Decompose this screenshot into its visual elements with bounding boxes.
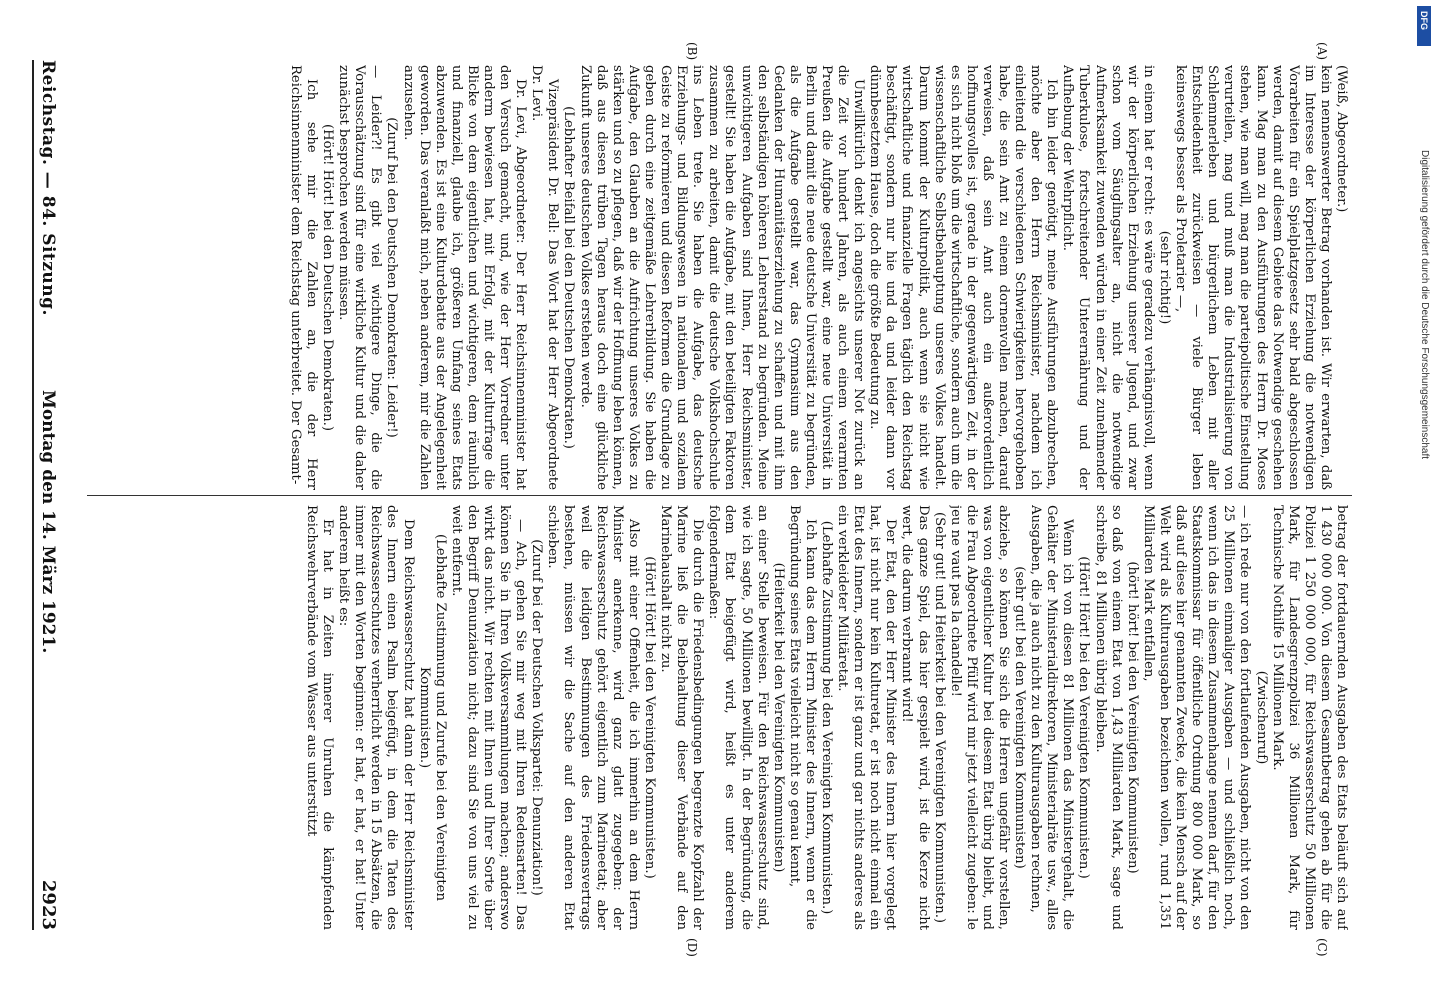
- interjection: (Zuruf bei der Deutschen Volkspartei: Denunziation!): [529, 539, 545, 896]
- paragraph: Wenn ich von diesen 81 Millionen das Ministergehalt, die Gehälter der Ministerialdirektoren, Ministerialräte usw., alles Ausgaben, die ja auch nicht zu den Kulturausgaben rechnen,: [1028, 505, 1076, 930]
- paragraph: — ich rede nur von den fortlaufenden Ausgaben, nicht von den 25 Millionen einmaliger Ausgaben — und schließlich noch, wenn ich das in diesem Zusammenhange nennen darf, für den Staatskommissar für öffentliche Ordnung 800 000 Mark, so daß auf diese hier genannten Zwecke, die kein Mensch auf der Welt wird als Kulturausgaben bezeichnen wollen, rund 1,351 Milliarden Mark entfallen,: [1140, 505, 1253, 930]
- interjection: (Sehr gut! und Heiterkeit bei den Vereinigten Kommunisten.): [931, 511, 947, 924]
- dfg-logo-text: DFG: [1419, 11, 1429, 30]
- page-number: 2923: [38, 879, 59, 930]
- paragraph: Ich sehe mir die Zahlen an, die der Herr Reichsinnenminister dem Reichstag unterbreitet. Der Gesamt-: [287, 65, 319, 490]
- quotation: Die durch die Friedensbedingungen begrenzte Kopfzahl der Marine ließ die Beibehaltung dieser Verbände auf den Marinehaushalt nicht zu.: [658, 505, 706, 930]
- paragraph: betrag der fortdauernden Ausgaben des Etats beläuft sich auf 1 430 000 000. Von diesem Gesamtbetrag gehen ab für die Polizei 1 250 000 000, für Reichswasserschutz 50 Millionen Mark, für Landesgrenzpolizei 36 Millionen Mark, für Technische Nothilfe 15 Millionen Mark.: [1269, 505, 1349, 930]
- page-header: [32, 60, 74, 930]
- interjection: (Lebhafte Zustimmung bei den Vereinigten Kommunisten.): [819, 520, 834, 915]
- paragraph: in einem hat er recht: es wäre geradezu verhängnisvoll, wenn wir der körperlichen Erziehung unserer Jugend, und zwar schon vom Säuglingsalter an, nicht die notwendige Aufmerksamkeit zuwenden würden in einer Zeit zunehmender Tuberkulose, fortschreitender Unterernährung und der Aufhebung der Wehrpflicht.: [1060, 65, 1156, 490]
- margin-letter-d: (D): [685, 938, 699, 957]
- paragraph: Ich bin leider genötigt, meine Ausführungen abzubrechen, möchte aber den Herrn Reichsminister, nachdem ich einleitend die verschiedenen Schwierigkeiten hervorgehoben habe, die sein Amt zu einem dornenvollen machen, darauf verweisen, daß sein Amt auch ein außerordentlich hoffnungsvolles ist, gerade in der gegenwärtigen Zeit, in der es sich nicht bloß um die wirtschaftliche, sondern auch um die wissenschaftliche Selbstbehauptung unseres Volkes handelt. Darum kommt der Kulturpolitik, auch wenn sie nicht wie wirtschaftliche und finanzielle Fragen täglich den Reichstag beschäftigt, sondern nur hie und da und leider dann vor dünnbesetztem Hause, doch die größte Bedeutung zu.: [867, 65, 1060, 490]
- right-text-column: [89, 505, 1349, 930]
- paragraph: Vizepräsident Dr. Bell: Das Wort hat der Herr Abgeordnete Dr. Levi.: [529, 65, 561, 490]
- header-date: Montag den 14. März 1921.: [38, 390, 58, 654]
- digitization-note: Digitalisierung gefördert durch die Deutsche Forschungsgemeinschaft: [1419, 150, 1430, 460]
- paragraph: so daß von einem Etat von 1,43 Milliarden Mark, sage und schreibe, 81 Millionen übrig bleiben.: [1092, 505, 1124, 930]
- interjection: (Zuruf bei den Deutschen Demokraten: Leider!): [384, 117, 400, 438]
- interjection: (hört! hört! bei den Vereinigten Kommunisten): [1124, 561, 1140, 874]
- paragraph: Dr. Levi, Abgeordneter: Der Herr Reichsinnenminister hat den Versuch gemacht, und, wie der Herr Vorredner unter anderm bewiesen hat, mit Erfolg, mit der Kulturfrage die Blicke von dem eigentlichen und wichtigeren, dem räumlich und finanziell, glaube ich, größeren Umfang seines Etats abzuwenden. Es ist eine Kulturdebatte aus der Angelegenheit geworden. Das veranlaßt mich, neben anderem, mir die Zahlen anzusehen.: [400, 65, 529, 490]
- paragraph: kein nennenswerter Betrag vorhanden ist. Wir erwarten, daß im Interesse der körperlichen Erziehung die notwendigen Vorarbeiten für ein Spielplatzgesetz sehr bald abgeschlossen werden, damit auf diesem Gebiete das Notwendige geschehen kann. Mag man zu den Ausführungen des Herrn Dr. Moses stehen, wie man will, mag man die parteipolitische Einstellung verurteilen, mag und muß man die Industrialisierung von Schlemmerleben und bürgerlichem Leben mit aller Entschiedenheit zurückweisen — viele Bürger leben keineswegs besser als Proletarier —,: [1173, 65, 1333, 490]
- paragraph: Unwillkürlich denkt ich angesichts unserer Not zurück an die Zeit vor hundert Jahren, als auch einem verarmten Preußen die Aufgabe gestellt war, eine neue Universität in Berlin und damit die neue deutsche Universität zu begründen, als die Aufgabe gestellt war, das Gymnasium aus den Gedanken der Humanitätserziehung zu schaffen und mit ihm den selbständigen höheren Lehrerstand zu begründen. Meine unwichtigeren Aufgaben sind Ihnen, Herr Reichsminister, gestellt! Sie haben die Aufgabe, mit den beteiligten Faktoren zusammen zu arbeiten, damit die deutsche Volkshochschule ins Leben trete. Sie haben die Aufgabe, das deutsche Erziehungs- und Bildungswesen in nationalem und sozialem Geiste zu reformieren und diesen Reformen die Grundlage zu geben durch eine zeitgemäße Lehrerbildung. Sie haben die Aufgabe, den Glauben an die Aufrichtung unseres Volkes zu stärken und so zu pflegen, daß wir der Hoffnung leben können, daß aus diesen trüben Tagen heraus doch eine glückliche Zukunft unseres deutschen Volkes erstehen werde.: [577, 65, 867, 490]
- paragraph: an einer Stelle beweisen. Für den Reichswasserschutz sind, wie ich sagte, 50 Millionen bewilligt. In der Begründung, die dem Etat beigefügt wird, heißt es unter anderem folgendermaßen:: [706, 505, 770, 930]
- margin-letter-a: (A): [1315, 42, 1329, 61]
- paragraph: — Leider?! Es gibt viel wichtigere Dinge, die die Vorausschätzung sind für eine wirkliche Kultur und die daher zunächst besprochen werden müssen.: [336, 65, 384, 490]
- paragraph: Der Etat, den der Herr Minister des Innern hier vorgelegt hat, ist nicht nur kein Kulturetat, er ist noch nicht einmal ein Etat des Innern, sondern er ist ganz und gar nichts anderes als ein verkleideter Militäretat.: [835, 505, 899, 930]
- margin-letter-b: (B): [685, 42, 699, 61]
- interjection: (sehr gut! bei den Vereinigten Kommunisten): [1012, 566, 1028, 869]
- paragraph: Also mit einer Offenheit, die ich immerhin an dem Herrn Minister anerkenne, wird ganz glatt zugegeben: der Reichswasserschutz gehört eigentlich zum Marineetat; aber weil die leidigen Bestimmungen des Friedensvertrags bestehen, müssen wir die Sache auf den anderen Etat schieben.: [545, 505, 641, 930]
- column-divider: [87, 495, 1352, 496]
- speaker-header: (Weiß, Abgeordneter.): [1334, 65, 1349, 213]
- paragraph: Dem Reichswasserschutz hat dann der Herr Reichsminister des Innern einen Psalm beigefügt, in dem die Taten des Reichswasserschutzes verherrlicht werden in 15 Absätzen, die immer mit den Worten beginnen: er hat, er hat, er hat! Unter anderem heißt es:: [336, 505, 416, 930]
- paragraph: Ich kann das dem Herrn Minister des Innern, wenn er die Begründung seines Etats vielleicht nicht so genau kennt,: [786, 505, 818, 930]
- interjection: (Lebhafte Zustimmung und Zurufe bei den Vereinigten Kommunisten.): [416, 534, 448, 901]
- paragraph: abziehe, so können Sie sich die Herren ungefähr vorstellen, was von eigentlicher Kultur bei diesem Etat übrig bleibt, und die Frau Abgeordnete Pfülf wird mir jetzt vielleicht zugeben: le jeu ne vaut pas la chandelle!: [947, 505, 1012, 930]
- digitization-strip: [1412, 150, 1432, 950]
- interjection: (Hört! Hört! bei den Vereinigten Kommunisten.): [1076, 556, 1092, 879]
- paragraph: — Ach, gehen Sie mir weg mit Ihren Redensarten! Das können Sie in Ihren Volksversammlungen machen; anderswo wirkt das nicht. Wir rechten mit Ihnen und Ihrer Sorte über den Begriff Denunziation nicht; dazu sind Sie von uns viel zu weit entfernt.: [448, 505, 529, 930]
- interjection: (sehr richtig!): [1156, 230, 1172, 325]
- paragraph: Das ganze Spiel, das hier gespielt wird, ist die Kerze nicht wert, die darum verbrannt wird!: [899, 505, 931, 930]
- interjection: (Hört! Hört! bei den Vereinigten Kommunisten.): [641, 556, 657, 879]
- margin-letter-c: (C): [1315, 938, 1329, 957]
- interjection: (Hört! Hört! bei den Deutschen Demokraten.): [320, 123, 336, 432]
- quotation: Er hat in Zeiten innerer Unruhen die kämpfenden Reichswehrverbände vom Wasser aus unterstützt: [304, 505, 336, 930]
- header-session: Reichstag. — 84. Sitzung.: [38, 60, 58, 316]
- interjection: (Lebhafter Beifall bei den Deutschen Demokraten.): [561, 106, 577, 449]
- interjection: (Heiterkeit bei den Vereinigten Kommunisten): [770, 562, 786, 873]
- interjection: (Zwischenruf): [1253, 670, 1269, 765]
- left-text-column: [89, 65, 1349, 490]
- dfg-logo: [1417, 6, 1431, 46]
